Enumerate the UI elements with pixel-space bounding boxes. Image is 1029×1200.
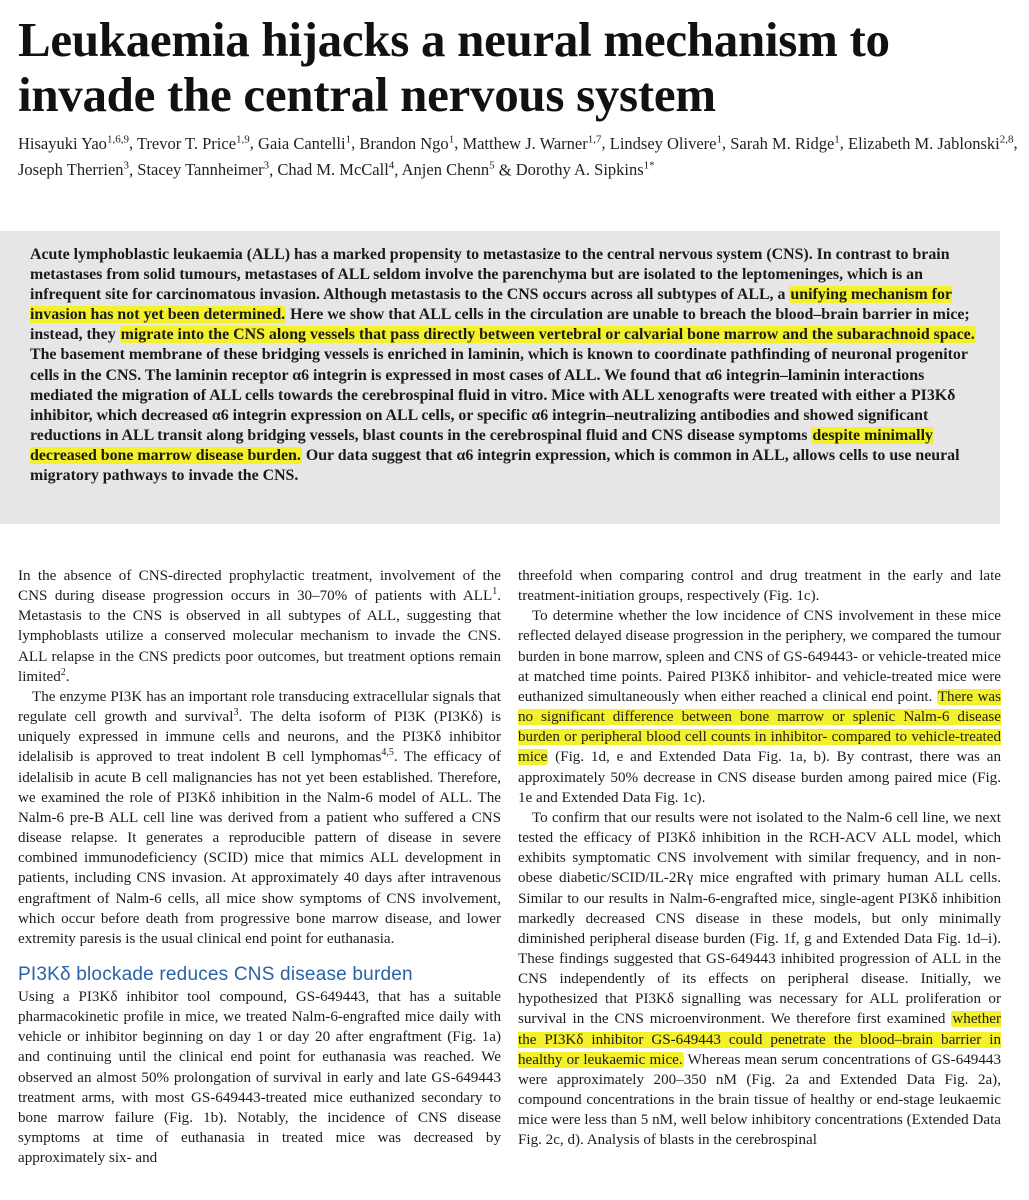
abstract-text: Acute lymphoblastic leukaemia (ALL) has a marked propensity to metastasize to the central nervous system (CNS). In contrast to brain metastases from solid tumours, metastases of ALL seldom involve the parenchyma but are isolated to the leptomeninges, which is an infrequent site for carcinomatous invasion. Although metastasis to the CNS occurs across all subtypes of ALL, a unifying mechanism for invasion has not yet been determined. Here we show that ALL cells in the circulation are unable to breach the blood–brain barrier in mice; instead, they migrate into the CNS along vessels that pass directly between vertebral or calvarial bone marrow and the subarachnoid space. The basement membrane of these bridging vessels is enriched in laminin, which is known to coordinate pathfinding of neuronal progenitor cells in the CNS. The laminin receptor α6 integrin is expressed in most cases of ALL. We found that α6 integrin–laminin interactions mediated the migration of ALL cells towards the cerebrospinal fluid in vitro. Mice with ALL xenografts were treated with either a PI3Kδ inhibitor, which decreased α6 integrin expression on ALL cells, or specific α6 integrin–neutralizing antibodies and showed significant reductions in ALL transit along bridging vessels, blast counts in the cerebrospinal fluid and CNS disease symptoms despite minimally decreased bone marrow disease burden. Our data suggest that α6 integrin expression, which is common in ALL, allows cells to use neural migratory pathways to invade the CNS. [30, 246, 975, 485]
author [516, 160, 655, 179]
highlight: There was no significant difference between bone marrow or splenic Nalm-6 disease burden or peripheral blood cell counts in inhibitor- compared to vehicle-treated mice [518, 688, 1001, 766]
author-name: Brandon Ngo [359, 133, 449, 153]
author-affiliation: 4 [388, 159, 395, 172]
author-name: Sarah M. Ridge [730, 133, 835, 153]
paragraph: threefold when comparing control and drug treatment in the early and late treatment-initiation groups, respectively (Fig. 1c). [518, 568, 1001, 605]
paragraph: In the absence of CNS-directed prophylactic treatment, involvement of the CNS during disease progression occurs in 30–70% of patients with ALL$^1$. Metastasis to the CNS is observed in all subtypes of ALL, suggesting that lymphoblasts utilize a conserved molecular mechanism to invade the CNS. ALL relapse in the CNS predicts poor outcomes, but treatment options remain limited$^2$. [18, 568, 501, 685]
author-separator: , [839, 133, 849, 153]
paragraph: To confirm that our results were not isolated to the Nalm-6 cell line, we next tested the efficacy of PI3Kδ inhibition in the RCH-ACV ALL model, which exhibits symptomatic CNS involvement with similar frequency, and in non-obese diabetic/SCID/IL-2Rγ mice engrafted with primary human ALL cells. Similar to our results in Nalm-6-engrafted mice, single-agent PI3Kδ inhibition markedly decreased CNS disease in these models, but only minimally diminished peripheral disease burden (Fig. 1f, g and Extended Data Fig. 1d–i). These findings suggested that GS-649443 inhibited progression of ALL in the CNS independently of its effects on peripheral disease. Initially, we hypothesized that PI3Kδ signalling was necessary for ALL proliferation or survival in the CNS microenvironment. We therefore first examined whether the PI3Kδ inhibitor GS-649443 could penetrate the blood–brain barrier in healthy or leukaemic mice. Whereas mean serum concentrations of GS-649443 were approximately 200–350 nM (Fig. 2a and Extended Data Fig. 2a), compound concentrations in the brain tissue of healthy or end-stage leukaemic mice were less than 5 nM, well below inhibitory concentrations (Extended Data Fig. 2c, d). Analysis of blasts in the cerebrospinal [518, 809, 1001, 1149]
author-separator: , [128, 133, 137, 153]
author [402, 160, 495, 179]
author [258, 134, 351, 153]
author-affiliation: 1 [834, 133, 840, 145]
section-heading: PI3Kδ blockade reduces CNS disease burden [18, 963, 413, 985]
author-affiliation: 2,8 [999, 133, 1014, 145]
author [18, 134, 129, 153]
author-separator: , [722, 133, 731, 153]
highlight: migrate into the CNS along vessels that pass directly between vertebral or calvarial bone marrow and the subarachnoid space. [120, 326, 975, 344]
abstract-box [0, 231, 1000, 524]
author-name: Trevor T. Price [136, 133, 237, 153]
author [730, 134, 840, 153]
author-separator: & [494, 160, 516, 179]
highlight: unifying mechanism for invasion has not yet been determined. [30, 286, 952, 324]
article-title: Leukaemia hijacks a neural mechanism to invade the central nervous system [18, 12, 890, 122]
author-name: Stacey Tannheimer [137, 160, 264, 179]
author-list [18, 128, 1018, 181]
author-name: Matthew J. Warner [462, 133, 588, 153]
author-name: Gaia Cantelli [258, 133, 346, 153]
author [18, 160, 129, 179]
author-affiliation: 3 [263, 159, 270, 172]
author-affiliation: 3 [123, 159, 130, 172]
right-column [518, 566, 1001, 1151]
highlight: despite minimally decreased bone marrow disease burden. [30, 426, 933, 464]
author [277, 160, 394, 179]
author-affiliation: 1 [345, 133, 352, 145]
author-affiliation: 1,7 [587, 133, 602, 145]
author [610, 134, 722, 153]
author [137, 160, 269, 179]
author-separator: , [394, 160, 402, 179]
reference: 2 [60, 666, 66, 678]
author [137, 134, 250, 153]
author [848, 134, 1013, 153]
author-separator: , [454, 133, 463, 153]
author-affiliation: 1 [716, 133, 722, 145]
author-name: Hisayuki Yao [18, 133, 107, 153]
author-affiliation: 1* [643, 159, 655, 172]
author-name: Dorothy A. Sipkins [515, 160, 644, 179]
author-separator: , [269, 160, 278, 179]
author-name: Joseph Therrien [18, 160, 124, 179]
author-separator: , [601, 133, 610, 153]
author [359, 134, 454, 153]
left-column [18, 566, 501, 1168]
highlight: whether the PI3Kδ inhibitor GS-649443 could penetrate the blood–brain barrier in healthy or leukaemic mice. [518, 1011, 1001, 1068]
author-affiliation: 1,6,9 [106, 133, 129, 145]
paragraph: To determine whether the low incidence of CNS involvement in these mice reflected delayed disease progression in the periphery, we compared the tumour burden in bone marrow, spleen and CNS of GS-649443- or vehicle-treated mice at matched time points. Paired PI3Kδ inhibitor- and vehicle-treated mice were euthanized simultaneously when either reached a clinical end point. There was no significant difference between bone marrow or splenic Nalm-6 disease burden or peripheral blood cell counts in inhibitor- compared to vehicle-treated mice (Fig. 1d, e and Extended Data Fig. 1a, b). By contrast, there was an approximately 50% decrease in CNS disease burden among paired mice (Fig. 1e and Extended Data Fig. 1c). [518, 608, 1001, 806]
author-affiliation: 1 [448, 133, 455, 145]
author-separator: , [351, 133, 360, 153]
paragraph: The enzyme PI3K has an important role transducing extracellular signals that regulate cell growth and survival$^3$. The delta isoform of PI3K (PI3Kδ) is uniquely expressed in immune cells and neurons, and the PI3Kδ inhibitor idelalisib is approved to treat indolent B cell lymphomas$^{4,5}$. The efficacy of idelalisib in acute B cell malignancies has not yet been established. Therefore, we examined the role of PI3Kδ inhibition in the Nalm-6 model of ALL. The Nalm-6 pre-B ALL cell line was derived from a patient who suffered a CNS disease relapse. It generates a reproducible pattern of disease in severe combined immunodeficiency (SCID) mice that mimics ALL development in patients, including CNS invasion. At approximately 40 days after intravenous engraftment of Nalm-6 cells, all mice show symptoms of CNS involvement, which occur before death from progressive bone marrow disease, and lower extremity paresis is the usual clinical end point for euthanasia. [18, 688, 501, 947]
paragraph: Using a PI3Kδ inhibitor tool compound, GS-649443, that has a suitable pharmacokinetic profile in mice, we treated Nalm-6-engrafted mice daily with vehicle or inhibitor beginning on day 1 or day 20 after engraftment (Fig. 1a) and continuing until the clinical end point for euthanasia was reached. We observed an almost 50% prolongation of survival in early and late GS-649443 treatment arms, with most GS-649443-treated mice euthanized secondary to bone marrow failure (Fig. 1b). Notably, the incidence of CNS disease symptoms at time of euthanasia in treated mice was decreased by approximately six- and [18, 988, 501, 1167]
reference: 4,5 [381, 747, 394, 759]
author [462, 134, 601, 153]
author-name: Elizabeth M. Jablonski [848, 133, 1000, 153]
author-separator: , [1013, 133, 1018, 153]
author-separator: , [249, 133, 259, 153]
author-affiliation: 5 [489, 159, 495, 172]
author-name: Chad M. McCall [277, 160, 389, 179]
author-separator: , [129, 160, 138, 179]
reference: 1 [492, 586, 498, 598]
author-affiliation: 1,9 [236, 133, 250, 145]
reference: 3 [233, 707, 239, 719]
author-name: Anjen Chenn [401, 160, 490, 179]
author-name: Lindsey Olivere [609, 133, 717, 153]
